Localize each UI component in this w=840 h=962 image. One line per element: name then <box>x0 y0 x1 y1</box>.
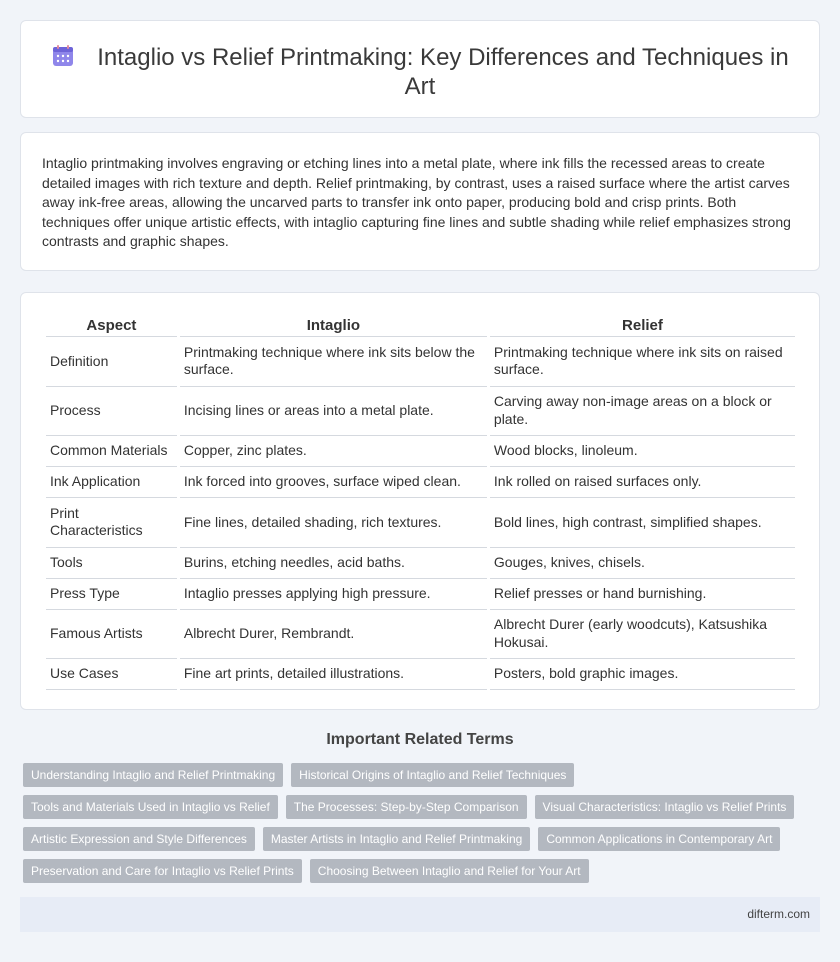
aspect-cell: Common Materials <box>46 436 177 467</box>
related-term-tag[interactable]: Understanding Intaglio and Relief Printmaking <box>23 763 283 787</box>
aspect-cell: Press Type <box>46 579 177 610</box>
intaglio-cell: Intaglio presses applying high pressure. <box>180 579 487 610</box>
intro-card <box>20 132 820 271</box>
comparison-table <box>43 315 798 690</box>
table-row <box>46 498 795 548</box>
page-title: Intaglio vs Relief Printmaking: Key Differences and Techniques in Art <box>97 44 789 100</box>
related-term-tag[interactable]: The Processes: Step-by-Step Comparison <box>286 795 527 819</box>
intro-paragraph: Intaglio printmaking involves engraving or etching lines into a metal plate, where ink fills the recessed areas to create detailed images with rich texture and depth. Relief printmaking, by contrast, uses a raised surface where the artist carves away ink-free areas, allowing the uncarved parts to transfer ink onto paper, producing bold and crisp prints. Both techniques offer unique artistic effects, with intaglio capturing fine lines and subtle shading while relief emphasizes strong contrasts and graphic shapes. <box>42 155 791 249</box>
intaglio-cell: Ink forced into grooves, surface wiped clean. <box>180 467 487 498</box>
related-term-tag[interactable]: Visual Characteristics: Intaglio vs Relief Prints <box>535 795 795 819</box>
related-term-tag[interactable]: Choosing Between Intaglio and Relief for Your Art <box>310 859 589 883</box>
calendar-icon <box>51 44 75 68</box>
aspect-cell: Famous Artists <box>46 610 177 660</box>
title-card <box>20 20 820 118</box>
aspect-cell: Process <box>46 387 177 437</box>
relief-cell: Albrecht Durer (early woodcuts), Katsushika Hokusai. <box>490 610 795 660</box>
table-row <box>46 579 795 610</box>
relief-cell: Wood blocks, linoleum. <box>490 436 795 467</box>
relief-cell: Posters, bold graphic images. <box>490 659 795 690</box>
intaglio-cell: Albrecht Durer, Rembrandt. <box>180 610 487 660</box>
relief-cell: Gouges, knives, chisels. <box>490 548 795 579</box>
aspect-cell: Use Cases <box>46 659 177 690</box>
aspect-cell: Print Characteristics <box>46 498 177 548</box>
relief-cell: Printmaking technique where ink sits on raised surface. <box>490 337 795 387</box>
table-row <box>46 436 795 467</box>
aspect-cell: Tools <box>46 548 177 579</box>
table-row <box>46 610 795 660</box>
related-term-tag[interactable]: Tools and Materials Used in Intaglio vs Relief <box>23 795 278 819</box>
related-term-tag[interactable]: Artistic Expression and Style Differences <box>23 827 255 851</box>
intaglio-cell: Fine lines, detailed shading, rich textures. <box>180 498 487 548</box>
table-row <box>46 659 795 690</box>
header-aspect: Aspect <box>46 315 177 337</box>
footer-site-name[interactable]: difterm.com <box>747 907 810 921</box>
related-terms-heading: Important Related Terms <box>326 731 514 748</box>
aspect-cell: Definition <box>46 337 177 387</box>
comparison-card <box>20 292 820 710</box>
aspect-cell: Ink Application <box>46 467 177 498</box>
page-title-wrap <box>21 43 819 101</box>
relief-cell: Bold lines, high contrast, simplified shapes. <box>490 498 795 548</box>
header-intaglio: Intaglio <box>180 315 487 337</box>
intaglio-cell: Incising lines or areas into a metal plate. <box>180 387 487 437</box>
related-term-tag[interactable]: Master Artists in Intaglio and Relief Printmaking <box>263 827 530 851</box>
relief-cell: Carving away non-image areas on a block or plate. <box>490 387 795 437</box>
intaglio-cell: Burins, etching needles, acid baths. <box>180 548 487 579</box>
related-term-tag[interactable]: Common Applications in Contemporary Art <box>538 827 780 851</box>
intaglio-cell: Fine art prints, detailed illustrations. <box>180 659 487 690</box>
intaglio-cell: Copper, zinc plates. <box>180 436 487 467</box>
intaglio-cell: Printmaking technique where ink sits below the surface. <box>180 337 487 387</box>
table-row <box>46 548 795 579</box>
table-row <box>46 337 795 387</box>
related-term-tag[interactable]: Preservation and Care for Intaglio vs Relief Prints <box>23 859 302 883</box>
table-row <box>46 467 795 498</box>
header-relief: Relief <box>490 315 795 337</box>
relief-cell: Ink rolled on raised surfaces only. <box>490 467 795 498</box>
footer <box>20 897 820 932</box>
relief-cell: Relief presses or hand burnishing. <box>490 579 795 610</box>
related-terms-list <box>23 763 803 883</box>
table-header-row <box>46 315 795 337</box>
table-row <box>46 387 795 437</box>
related-term-tag[interactable]: Historical Origins of Intaglio and Relief Techniques <box>291 763 574 787</box>
